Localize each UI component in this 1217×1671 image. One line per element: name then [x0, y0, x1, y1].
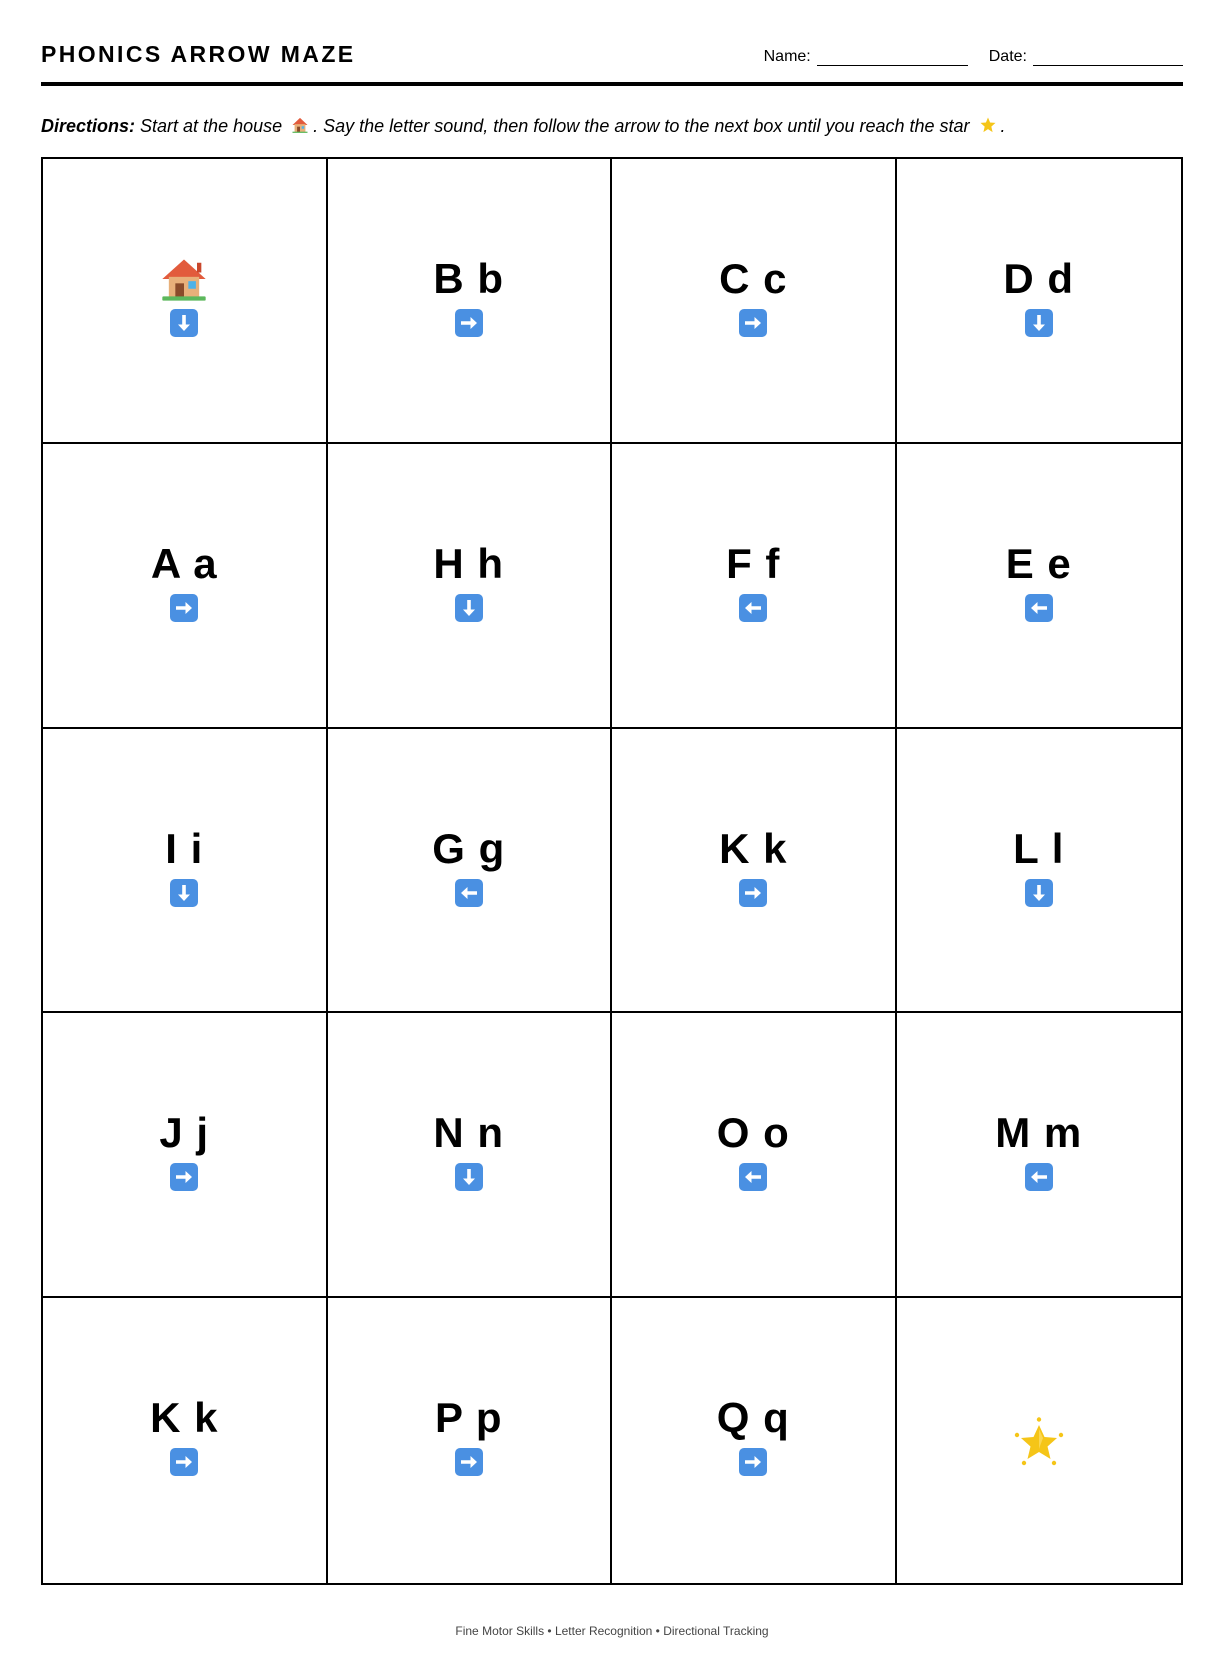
letter-pair: F f — [726, 539, 781, 587]
arrow-down-icon — [169, 308, 199, 338]
maze-cell-content — [328, 825, 611, 913]
maze-cell — [328, 1298, 613, 1583]
arrow-down-icon — [1024, 878, 1054, 908]
maze-cell-content — [612, 540, 895, 628]
arrow-left-icon — [738, 593, 768, 623]
maze-cell — [612, 1013, 897, 1298]
letter-pair: C c — [719, 255, 788, 302]
arrow-left-icon — [738, 1162, 768, 1192]
maze-cell-content — [43, 540, 326, 628]
start-marker — [158, 255, 210, 303]
maze-cell-content — [612, 825, 895, 913]
letter-pair: O o — [716, 1109, 790, 1157]
letter-pair: P p — [434, 1394, 503, 1442]
maze-cell-content — [43, 1109, 326, 1197]
direction-arrow — [738, 878, 768, 913]
letter-pair: K k — [150, 1394, 219, 1442]
directions-lead: Directions: — [41, 116, 136, 136]
maze-cell-content — [328, 540, 611, 628]
arrow-right-icon — [738, 308, 768, 338]
arrow-down-icon — [454, 1162, 484, 1192]
date-field[interactable] — [1033, 51, 1183, 66]
maze-cell-content — [328, 255, 611, 343]
arrow-right-icon — [738, 878, 768, 908]
maze-cell — [612, 444, 897, 729]
maze-cell — [897, 1298, 1182, 1583]
name-label: Name: — [763, 48, 811, 65]
maze-cell-content — [43, 255, 326, 343]
maze-cell-content — [897, 1394, 1182, 1475]
directions-text-2: . Say the letter sound, then follow the arrow to the next box until you reach the star — [313, 116, 975, 136]
maze-cell — [612, 159, 897, 444]
maze-cell — [612, 1298, 897, 1583]
maze-cell — [897, 1013, 1182, 1298]
arrow-right-icon — [454, 1447, 484, 1477]
maze-cell-content — [897, 540, 1182, 628]
direction-arrow — [454, 308, 484, 343]
star-icon — [1012, 1416, 1066, 1470]
maze-cell — [43, 1298, 328, 1583]
directions-text-3: . — [1000, 116, 1006, 136]
maze-cell — [43, 1013, 328, 1298]
letter-pair: B b — [433, 255, 505, 302]
maze-cell-content — [328, 1394, 611, 1482]
letter-pair: G g — [432, 824, 506, 872]
maze-cell-content — [43, 1394, 326, 1482]
letter-pair: K k — [719, 824, 788, 872]
maze-cell — [897, 159, 1182, 444]
direction-arrow — [454, 878, 484, 913]
letter-pair: H h — [433, 539, 505, 587]
direction-arrow — [1024, 593, 1054, 628]
maze-cell — [43, 159, 328, 444]
arrow-left-icon — [1024, 1162, 1054, 1192]
date-label: Date: — [988, 48, 1027, 65]
letter-pair: Q q — [716, 1394, 790, 1442]
arrow-right-icon — [738, 1447, 768, 1477]
letter-pair: J j — [159, 1109, 210, 1157]
maze-cell-content — [328, 1109, 611, 1197]
direction-arrow — [454, 1162, 484, 1197]
letter-pair: A a — [150, 539, 218, 587]
goal-marker — [1012, 1416, 1066, 1475]
arrow-right-icon — [169, 1447, 199, 1477]
arrow-down-icon — [169, 878, 199, 908]
maze-grid — [41, 157, 1183, 1585]
arrow-down-icon — [1024, 308, 1054, 338]
letter-pair: N n — [433, 1109, 505, 1157]
arrow-left-icon — [454, 878, 484, 908]
maze-cell-content — [897, 255, 1182, 343]
worksheet-header — [41, 40, 1183, 86]
letter-pair: E e — [1005, 539, 1072, 587]
direction-arrow — [454, 1447, 484, 1482]
maze-cell-content — [612, 1109, 895, 1197]
letter-pair: L l — [1013, 824, 1065, 872]
direction-arrow — [454, 593, 484, 628]
maze-cell-content — [612, 1394, 895, 1482]
arrow-down-icon — [454, 593, 484, 623]
direction-arrow — [738, 308, 768, 343]
maze-cell — [897, 729, 1182, 1014]
direction-arrow — [169, 308, 199, 343]
direction-arrow — [738, 1162, 768, 1197]
direction-arrow — [1024, 308, 1054, 343]
letter-pair: I i — [165, 824, 204, 872]
direction-arrow — [1024, 1162, 1054, 1197]
arrow-right-icon — [169, 1162, 199, 1192]
maze-cell — [328, 1013, 613, 1298]
direction-arrow — [169, 593, 199, 628]
star-icon — [978, 115, 998, 140]
direction-arrow — [169, 1162, 199, 1197]
name-field[interactable] — [817, 51, 968, 66]
direction-arrow — [169, 1447, 199, 1482]
maze-cell — [43, 729, 328, 1014]
maze-cell-content — [897, 1109, 1182, 1197]
letter-pair: D d — [1003, 255, 1075, 302]
student-info — [764, 48, 1183, 66]
maze-cell-content — [897, 825, 1182, 913]
maze-cell — [897, 444, 1182, 729]
directions-text-1: Start at the house — [135, 116, 288, 136]
maze-cell — [328, 444, 613, 729]
direction-arrow — [169, 878, 199, 913]
maze-cell — [612, 729, 897, 1014]
maze-cell — [43, 444, 328, 729]
arrow-left-icon — [1024, 593, 1054, 623]
worksheet-page — [41, 0, 1183, 1671]
maze-cell-content — [612, 255, 895, 343]
house-icon — [158, 253, 210, 305]
maze-cell — [328, 729, 613, 1014]
direction-arrow — [738, 593, 768, 628]
arrow-right-icon — [454, 308, 484, 338]
direction-arrow — [1024, 878, 1054, 913]
letter-pair: M m — [995, 1109, 1083, 1157]
directions — [41, 115, 1006, 140]
page-title: PHONICS ARROW MAZE — [41, 41, 356, 67]
footer: Fine Motor Skills • Letter Recognition • Directional Tracking — [455, 1624, 769, 1638]
arrow-right-icon — [169, 593, 199, 623]
house-icon — [290, 115, 310, 140]
maze-cell — [328, 159, 613, 444]
maze-cell-content — [43, 825, 326, 913]
direction-arrow — [738, 1447, 768, 1482]
